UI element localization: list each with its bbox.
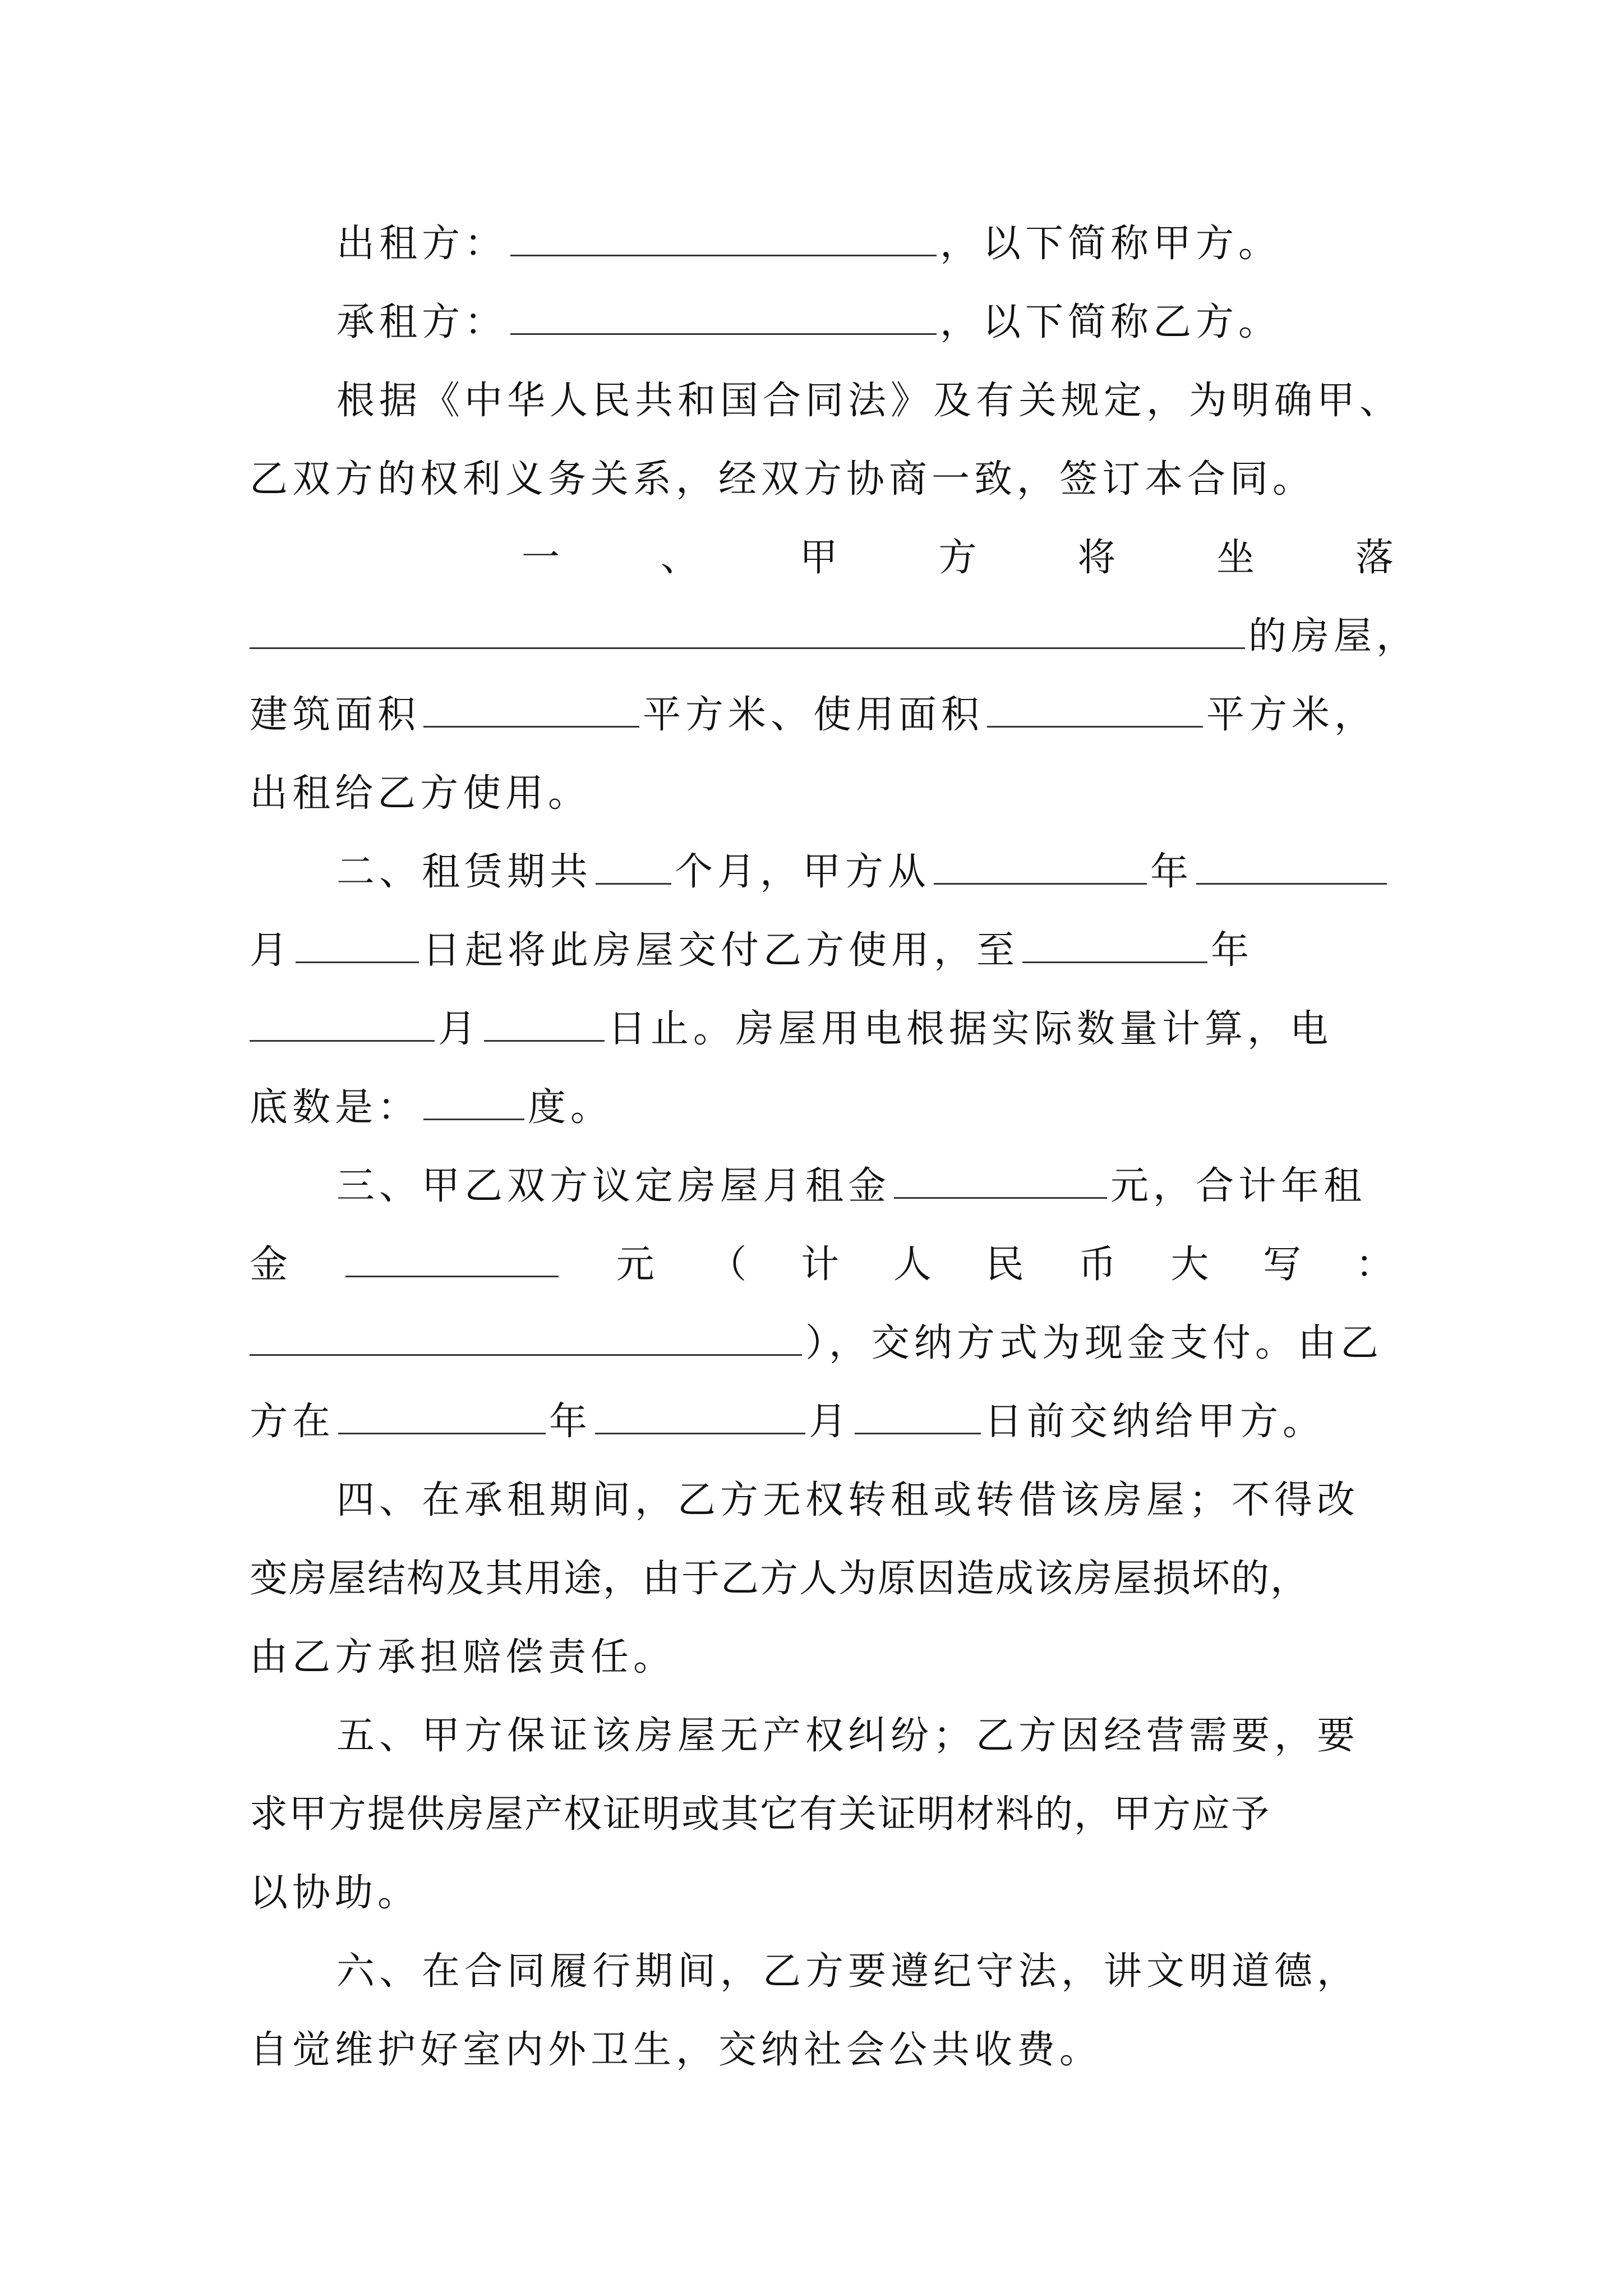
- year-unit-2: 年: [1211, 928, 1254, 973]
- clause3-char: 计: [801, 1243, 840, 1287]
- clause3-spread-line: [250, 1237, 1394, 1293]
- lessee-name-blank[interactable]: [510, 298, 937, 335]
- usable-area-label: 平方米、使用面积: [643, 693, 984, 737]
- building-area-label: 建筑面积: [250, 693, 421, 737]
- lessor-line: [336, 216, 1394, 272]
- pay-month-unit: 月: [809, 1400, 852, 1444]
- lessee-label: 承租方：: [336, 300, 508, 344]
- preamble-line-2: 乙双方的权利义务关系，经双方协商一致，签订本合同。: [250, 457, 1316, 501]
- clause3-char: 币: [1078, 1243, 1117, 1287]
- end-year-blank[interactable]: [1022, 927, 1207, 963]
- clause1-char: 落: [1355, 536, 1394, 580]
- clause3-char: （: [708, 1243, 747, 1287]
- clause1-char: 方: [938, 536, 977, 580]
- lease-term-label: 二、租赁期共: [336, 850, 593, 894]
- lessor-label: 出租方：: [336, 222, 508, 266]
- clause3-char: 人: [893, 1243, 932, 1287]
- clause2-line-2: [250, 923, 1394, 979]
- clause4-line-2: 变房屋结构及其用途，由于乙方人为原因造成该房屋损坏的，: [250, 1557, 1310, 1601]
- month-unit-2: 月: [438, 1007, 481, 1051]
- clause1-char: 将: [1077, 536, 1116, 580]
- end-month-blank[interactable]: [250, 1005, 435, 1042]
- annual-rent-blank[interactable]: [345, 1241, 559, 1277]
- clause3-char: 民: [985, 1243, 1024, 1287]
- building-area-blank[interactable]: [423, 691, 639, 728]
- clause5-line-3: 以协助。: [250, 1871, 421, 1915]
- lessee-suffix: ，以下简称乙方。: [940, 300, 1281, 344]
- clause1-char: 、: [660, 536, 699, 580]
- clause2-line-4: [250, 1080, 1394, 1136]
- clause5-line-1: 五、甲方保证该房屋无产权纠纷；乙方因经营需要，要: [336, 1714, 1360, 1758]
- clause3-char: 写: [1263, 1243, 1302, 1287]
- start-day-blank[interactable]: [296, 927, 419, 963]
- clause6-line-2: 自觉维护好室内外卫生，交纳社会公共收费。: [250, 2028, 1103, 2072]
- clause3-line-3: [250, 1315, 1394, 1372]
- pay-before-text: 日前交纳给甲方。: [984, 1400, 1326, 1444]
- lessor-suffix: ，以下简称甲方。: [940, 222, 1281, 266]
- clause4-line-3: 由乙方承担赔偿责任。: [250, 1635, 676, 1680]
- start-year-blank[interactable]: [934, 848, 1147, 885]
- clause2-line-3: [250, 1001, 1394, 1057]
- start-month-blank[interactable]: [1196, 848, 1387, 885]
- meter-label: 底数是：: [250, 1085, 421, 1130]
- preamble-line-1: 根据《中华人民共和国合同法》及有关规定，为明确甲、: [336, 379, 1403, 423]
- clause1-char: 坐: [1216, 536, 1255, 580]
- monthly-rent-unit: 元，合计年租: [1110, 1164, 1367, 1208]
- meter-reading-blank[interactable]: [423, 1084, 524, 1120]
- clause3-char: 大: [1170, 1243, 1209, 1287]
- pay-year-blank[interactable]: [338, 1398, 546, 1434]
- clause3-char: 元: [616, 1243, 654, 1287]
- clause3-line-4: [250, 1394, 1394, 1450]
- clause1-line-4: 出租给乙方使用。: [250, 771, 591, 816]
- clause3-char: ：: [1355, 1243, 1394, 1287]
- lessor-name-blank[interactable]: [510, 220, 937, 256]
- house-suffix: 的房屋，: [1248, 614, 1419, 659]
- clause5-line-2: 求甲方提供房屋产权证明或其它有关证明材料的，甲方应予: [250, 1792, 1271, 1837]
- meter-unit: 度。: [528, 1085, 614, 1130]
- clause3-char: 金: [250, 1243, 288, 1287]
- monthly-rent-blank[interactable]: [894, 1162, 1107, 1199]
- clause1-char: 甲: [799, 536, 838, 580]
- end-text: 日止。房屋用电根据实际数量计算，电: [608, 1007, 1333, 1051]
- year-unit: 年: [1150, 850, 1193, 894]
- pay-day-blank[interactable]: [855, 1398, 981, 1434]
- usable-area-blank[interactable]: [987, 691, 1203, 728]
- clause6-line-1: 六、在合同履行期间，乙方要遵纪守法，讲文明道德，: [336, 1949, 1360, 1994]
- clause1-address-line: [250, 609, 1419, 665]
- payment-text: ），交纳方式为现金支付。由乙: [805, 1321, 1384, 1365]
- capital-amount-blank[interactable]: [250, 1319, 802, 1356]
- clause2-line-1: [336, 844, 1394, 900]
- lease-months-blank[interactable]: [596, 848, 671, 885]
- clause1-char: 一: [522, 536, 560, 580]
- clause1-area-line: [250, 687, 1394, 743]
- months-unit: 个月，甲方从: [675, 850, 931, 894]
- monthly-rent-label: 三、甲乙双方议定房屋月租金: [336, 1164, 891, 1208]
- pay-prefix: 方在: [250, 1400, 335, 1444]
- lessee-line: [336, 295, 1394, 351]
- area-unit: 平方米，: [1206, 693, 1377, 737]
- from-text: 日起将此房屋交付乙方使用，至: [422, 928, 1020, 973]
- clause3-line-1: [336, 1158, 1394, 1214]
- pay-year-unit: 年: [549, 1400, 592, 1444]
- pay-month-blank[interactable]: [595, 1398, 805, 1434]
- month-unit: 月: [250, 928, 293, 973]
- end-day-blank[interactable]: [484, 1005, 605, 1042]
- clause4-line-1: 四、在承租期间，乙方无权转租或转借该房屋；不得改: [336, 1478, 1360, 1522]
- house-address-blank[interactable]: [250, 613, 1245, 649]
- clause1-spread-line: [522, 530, 1394, 586]
